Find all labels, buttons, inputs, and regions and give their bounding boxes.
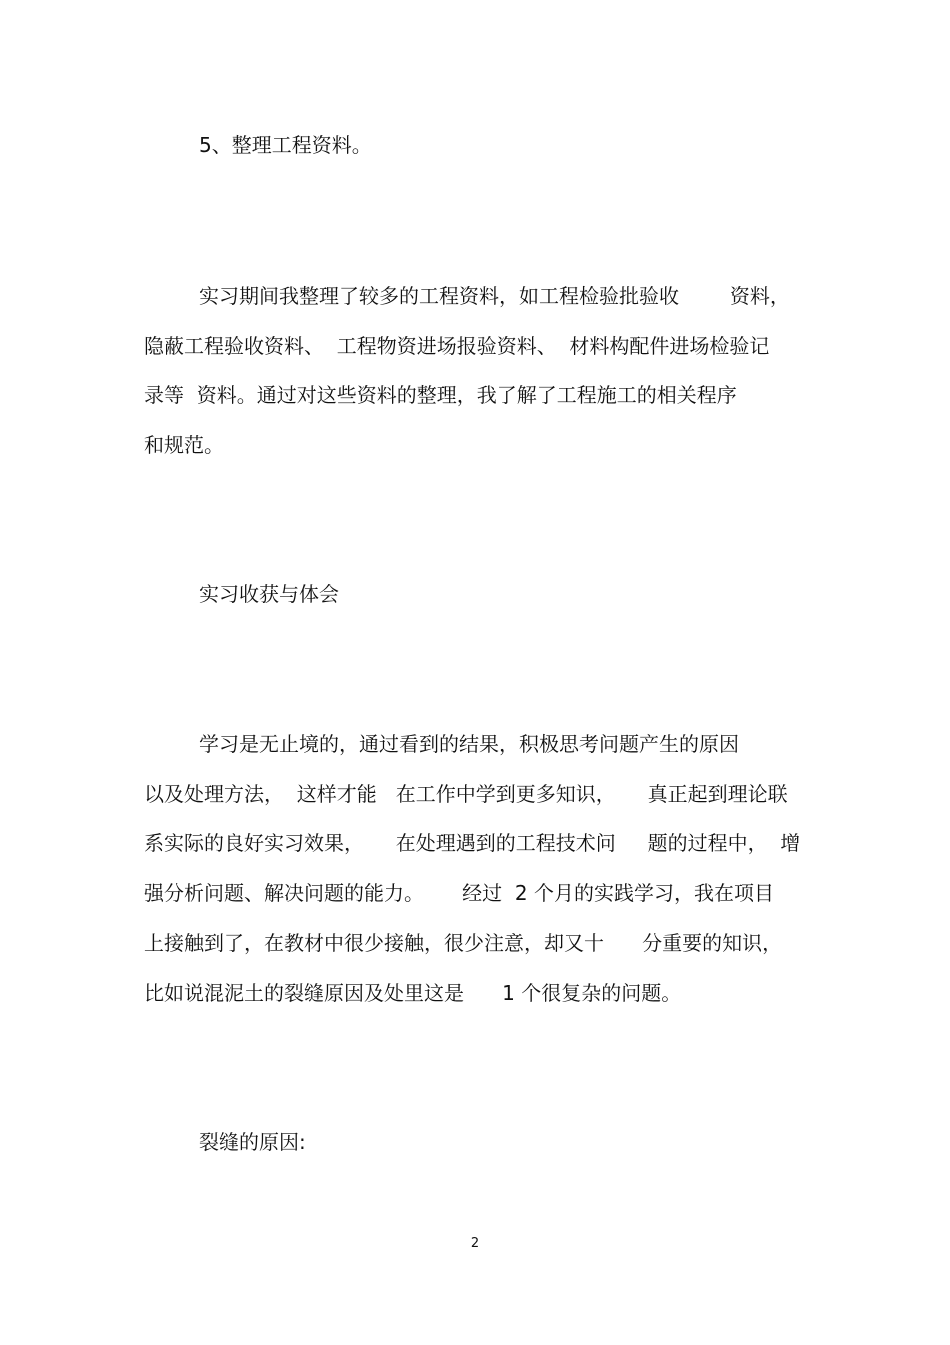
paragraph-line: 和规范。 [144,433,224,457]
page-number: 2 [470,1236,480,1251]
paragraph-line: 上接触到了，在教材中很少接触，很少注意，却又十 分重要的知识， [144,931,783,955]
section-heading-harvest: 实习收获与体会 [199,582,339,606]
paragraph-line: 比如说混泥土的裂缝原因及处里这是 1 个很复杂的问题。 [144,981,682,1005]
paragraph-line: 强分析问题、解决问题的能力。 经过 2 个月的实践学习，我在项目 [144,881,774,905]
paragraph-line: 实习期间我整理了较多的工程资料，如工程检验批验收 资料， [199,284,790,308]
section-heading-organize-records: 5、整理工程资料。 [199,133,372,157]
paragraph-line: 隐蔽工程验收资料、 工程物资进场报验资料、 材料构配件进场检验记 [144,334,770,358]
section-heading-cracks: 裂缝的原因: [199,1130,306,1154]
paragraph-line: 以及处理方法， 这样才能 在工作中学到更多知识， 真正起到理论联 [144,782,788,806]
paragraph-line: 学习是无止境的，通过看到的结果，积极思考问题产生的原因 [199,732,739,756]
paragraph-line: 系实际的良好实习效果， 在处理遇到的工程技术问 题的过程中， 增 [144,831,801,855]
paragraph-line: 录等 资料。通过对这些资料的整理，我了解了工程施工的相关程序 [144,383,737,407]
